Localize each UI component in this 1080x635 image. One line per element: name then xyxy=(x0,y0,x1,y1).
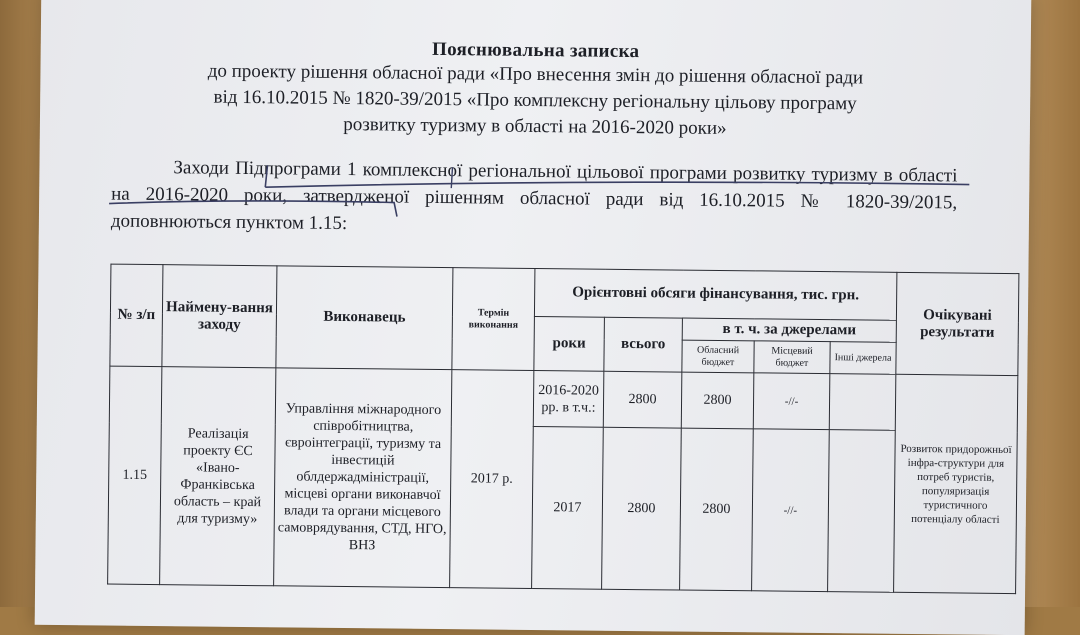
header-executor: Виконавець xyxy=(276,266,453,370)
header-local-budget: Місцевий бюджет xyxy=(754,341,830,374)
subrow-1-years: 2016-2020 рр. в т.ч.: xyxy=(533,371,604,428)
header-other-sources: Інші джерела xyxy=(830,342,896,375)
measures-table xyxy=(107,264,1019,595)
header-measure-name: Наймену-вання заходу xyxy=(162,265,277,368)
document-page xyxy=(35,0,1032,635)
header-number: № з/п xyxy=(110,264,163,367)
subrow-2-total: 2800 xyxy=(602,427,682,590)
header-years: роки xyxy=(534,317,605,372)
row-expected-results: Розвиток придорожньої інфра-структури для потреб туристів, популяризація туристичного потенціалу області xyxy=(894,374,1018,593)
subtitle-line-1: до проекту рішення обласної ради «Про внесення змін до рішення обласної ради xyxy=(207,60,864,89)
header-expected-results: Очікувані результати xyxy=(896,272,1019,375)
row-executor: Управління міжнародного співробітництва, євроінтеграції, туризму та інвестицій облдержадміністрації, місцеві органи виконавчої влади та органи місцевого самоврядування, СТД, НГО, ВНЗ xyxy=(274,368,452,588)
header-funding-group: Орієнтовні обсяги фінансування, тис. грн. xyxy=(534,269,896,321)
subrow-1-local-budget: -//- xyxy=(753,373,830,430)
intro-paragraph xyxy=(111,154,958,244)
header-regional-budget: Обласний бюджет xyxy=(682,340,754,373)
subrow-1-other-sources xyxy=(829,374,896,431)
subrow-1-regional-budget: 2800 xyxy=(681,372,754,429)
row-term: 2017 р. xyxy=(450,370,534,589)
subtitle-line-3: розвитку туризму в області на 2016-2020 роки» xyxy=(343,114,727,140)
subtitle-line-2: від 16.10.2015 № 1820-39/2015 «Про комплексну регіональну цільову програму xyxy=(213,86,857,115)
table-row xyxy=(109,366,1018,432)
title-block xyxy=(40,35,1031,145)
header-total: всього xyxy=(604,317,683,372)
subrow-2-local-budget: -//- xyxy=(752,429,830,592)
header-sources-group: в т. ч. за джерелами xyxy=(682,318,896,342)
row-measure-name: Реалізація проекту ЄС «Івано-Франківська область – край для туризму» xyxy=(160,367,276,586)
header-term: Термін виконання xyxy=(452,268,535,371)
subrow-2-regional-budget: 2800 xyxy=(680,428,754,591)
intro-text: Заходи Підпрограми 1 комплексної регіональної цільової програми розвитку туризму в області на 2016-2020 роки, затвердженої рішенням обласної ради від 16.10.2015 № 1820-39/2015, доповнюються пунктом 1.15: xyxy=(110,157,958,235)
subrow-1-total: 2800 xyxy=(603,371,682,428)
row-number: 1.15 xyxy=(108,366,162,585)
subrow-2-other-sources xyxy=(828,430,896,593)
subrow-2-years: 2017 xyxy=(532,427,604,590)
document-title: Пояснювальна записка xyxy=(431,38,640,63)
